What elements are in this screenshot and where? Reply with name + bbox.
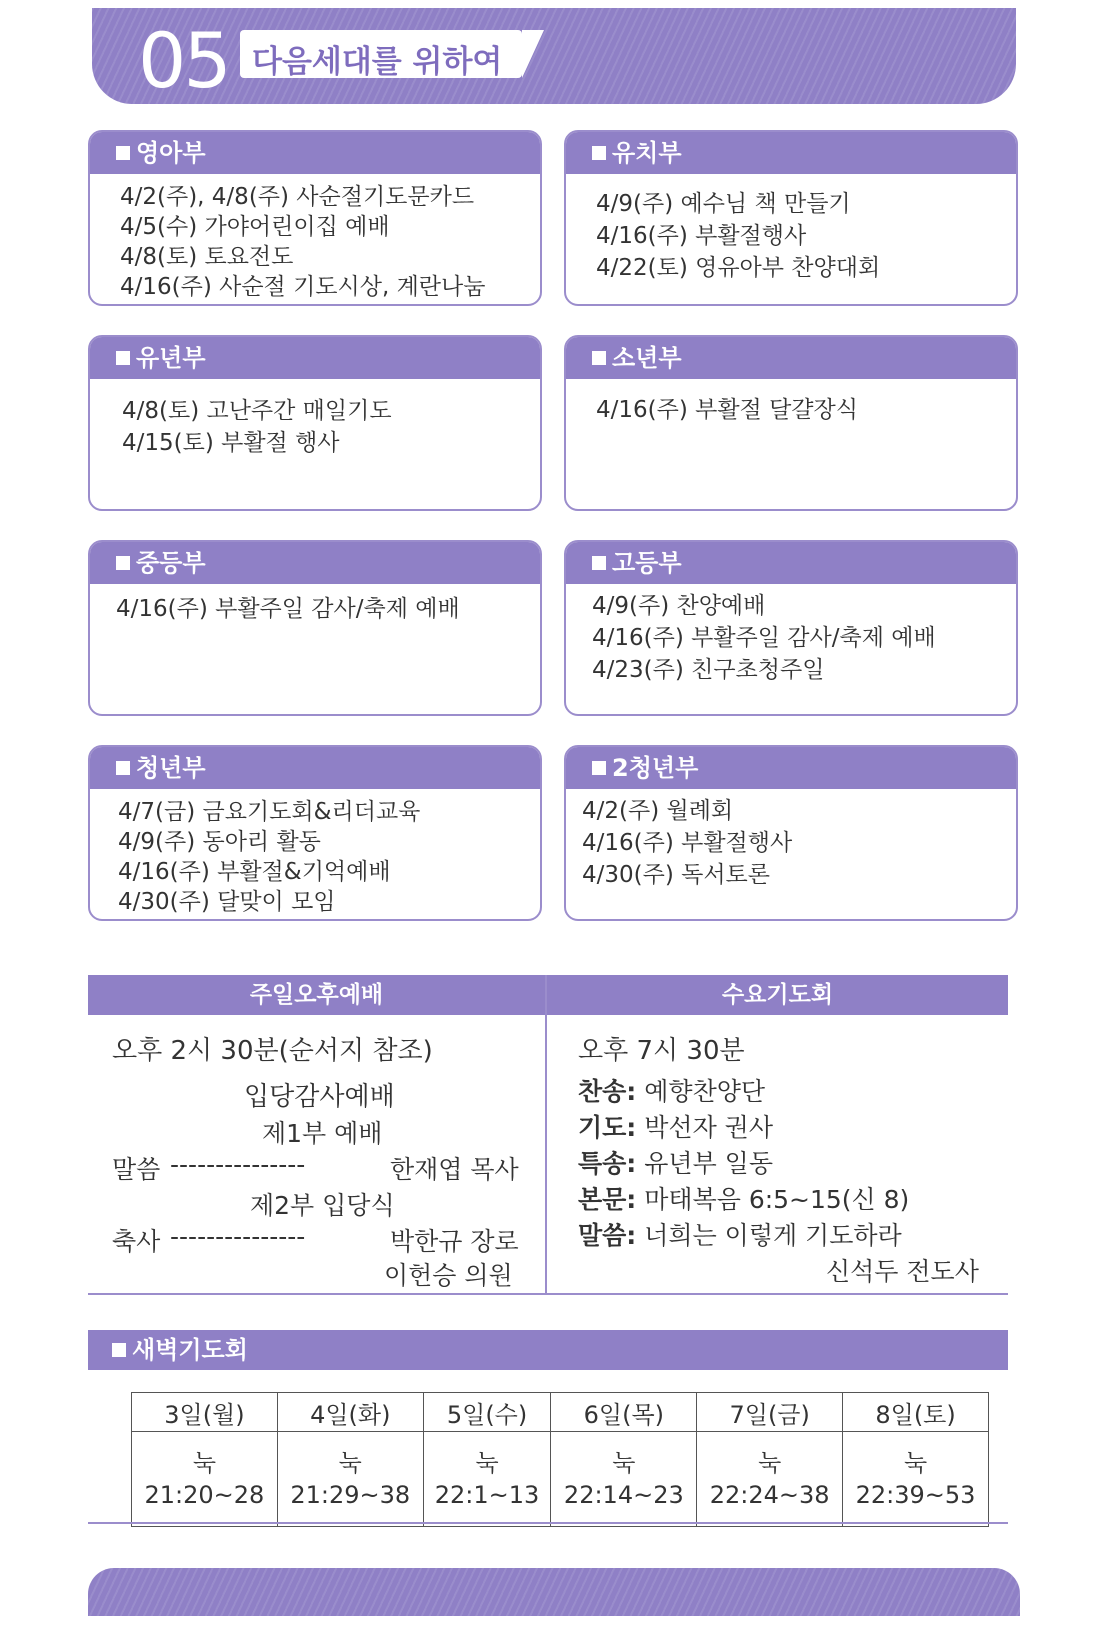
prayer-value: 박선자 권사 (644, 1113, 773, 1142)
service-divider (545, 975, 547, 1295)
book-name: 눅 (758, 1449, 782, 1477)
scripture-cell (551, 1432, 697, 1527)
dept-name: 중등부 (136, 549, 206, 577)
day-header: 4일(화) (277, 1393, 423, 1432)
verse-range: 22:39~53 (855, 1481, 976, 1509)
table-header-row (132, 1393, 989, 1432)
square-bullet-icon (116, 761, 130, 775)
dawn-prayer-table (131, 1392, 989, 1527)
day-header: 6일(목) (551, 1393, 697, 1432)
book-name: 눅 (612, 1449, 636, 1477)
day-header: 3일(월) (132, 1393, 278, 1432)
scripture-cell (843, 1432, 989, 1527)
dept-name: 2청년부 (612, 754, 699, 782)
book-name: 눅 (338, 1449, 362, 1477)
hymn-row (578, 1072, 765, 1108)
square-bullet-icon (116, 351, 130, 365)
scripture-cell (277, 1432, 423, 1527)
dawn-bottom-rule (88, 1522, 1008, 1524)
verse-range: 22:14~23 (563, 1481, 684, 1509)
dept-item: 4/5(수) 가야어린이집 예배 (120, 214, 390, 240)
section-header (92, 8, 1016, 104)
dept-item: 4/2(주), 4/8(주) 사순절기도문카드 (120, 184, 475, 210)
square-bullet-icon (592, 556, 606, 570)
scripture-cell (697, 1432, 843, 1527)
dawn-prayer-title: 새벽기도회 (132, 1336, 248, 1364)
dept-item: 4/23(주) 친구초청주일 (592, 657, 825, 683)
dept-item: 4/9(주) 예수님 책 만들기 (596, 191, 851, 217)
verse-range: 21:29~38 (290, 1481, 411, 1509)
sermon-row (578, 1216, 902, 1252)
dept-box-infant (88, 130, 542, 306)
book-name: 눅 (903, 1449, 928, 1477)
dept-name: 유치부 (612, 139, 682, 167)
dept-item: 4/16(주) 부활절 달걀장식 (596, 397, 858, 423)
square-bullet-icon (116, 146, 130, 160)
dept-name: 고등부 (612, 549, 682, 577)
hymn-label: 찬송: (578, 1077, 637, 1106)
dept-item: 4/8(토) 고난주간 매일기도 (122, 398, 392, 424)
sermon-speaker: 한재엽 목사 (390, 1155, 519, 1184)
sunday-service-header: 주일오후예배 (88, 975, 545, 1015)
verse-range: 21:20~28 (144, 1481, 265, 1509)
sunday-time: 오후 2시 30분(순서지 참조) (112, 1036, 433, 1066)
special-row (578, 1144, 773, 1180)
dept-name: 영아부 (136, 139, 206, 167)
verse-range: 22:1~13 (434, 1481, 540, 1509)
dept-item: 4/7(금) 금요기도회&리더교육 (118, 799, 421, 825)
dept-item: 4/16(주) 부활절행사 (582, 830, 793, 856)
sermon-label: 말씀 (112, 1155, 161, 1184)
section-title-box (240, 30, 522, 78)
dept-name: 소년부 (612, 344, 682, 372)
dawn-prayer-header (88, 1330, 1008, 1370)
dept-item: 4/15(토) 부활절 행사 (122, 430, 340, 456)
dept-item: 4/16(주) 부활절행사 (596, 223, 807, 249)
book-name: 눅 (475, 1449, 499, 1477)
congrats-label: 축사 (112, 1227, 161, 1256)
square-bullet-icon (592, 761, 606, 775)
day-header: 5일(수) (423, 1393, 551, 1432)
special-value: 유년부 일동 (644, 1149, 773, 1178)
footer-band (88, 1568, 1020, 1616)
dept-box-primary (88, 335, 542, 511)
dept-item: 4/9(주) 찬양예배 (592, 593, 766, 619)
dept-item: 4/16(주) 사순절 기도시상, 계란나눔 (120, 274, 486, 300)
sunday-event: 입당감사예배 (244, 1082, 395, 1112)
dept-item: 4/16(주) 부활주일 감사/축제 예배 (116, 596, 460, 622)
congrats-dashes: --------------- (170, 1222, 306, 1251)
book-name: 눅 (192, 1449, 217, 1477)
dept-item: 4/30(주) 달맞이 모임 (118, 889, 336, 915)
scripture-cell (423, 1432, 551, 1527)
sunday-part1: 제1부 예배 (262, 1119, 383, 1148)
square-bullet-icon (592, 146, 606, 160)
verse-range: 22:24~38 (709, 1481, 830, 1509)
congrats-speaker: 박한규 장로 (390, 1227, 519, 1256)
dept-item: 4/16(주) 부활주일 감사/축제 예배 (592, 625, 936, 651)
wed-sermon-value: 너희는 이렇게 기도하라 (644, 1221, 902, 1250)
dept-box-junior (564, 335, 1018, 511)
day-header: 8일(토) (843, 1393, 989, 1432)
section-title: 다음세대를 위하여 (252, 44, 503, 80)
dept-item: 4/2(주) 월례회 (582, 798, 734, 824)
section-number: 05 (138, 16, 229, 105)
dept-box-young-adults-2 (564, 745, 1018, 921)
sermon-dashes: --------------- (170, 1150, 306, 1179)
dept-name: 청년부 (136, 754, 206, 782)
square-bullet-icon (116, 556, 130, 570)
congrats-speaker: 이헌승 의원 (384, 1261, 513, 1290)
text-value: 마태복음 6:5~15(신 8) (644, 1185, 910, 1214)
dept-item: 4/9(주) 동아리 활동 (118, 829, 321, 855)
prayer-label: 기도: (578, 1113, 637, 1142)
dept-box-young-adults (88, 745, 542, 921)
day-header: 7일(금) (697, 1393, 843, 1432)
dept-box-middle-school (88, 540, 542, 716)
square-bullet-icon (112, 1343, 126, 1357)
wednesday-service-header: 수요기도회 (547, 975, 1008, 1015)
dept-item: 4/30(주) 독서토론 (582, 862, 770, 888)
dept-box-kindergarten (564, 130, 1018, 306)
service-bottom-rule (88, 1293, 1008, 1295)
preacher: 신석두 전도사 (826, 1257, 979, 1286)
scripture-cell (132, 1432, 278, 1527)
dept-box-high-school (564, 540, 1018, 716)
sunday-part2: 제2부 입당식 (250, 1191, 395, 1220)
dept-item: 4/8(토) 토요전도 (120, 244, 294, 270)
wed-sermon-label: 말씀: (578, 1221, 637, 1250)
wednesday-time: 오후 7시 30분 (578, 1036, 745, 1066)
dept-name: 유년부 (136, 344, 206, 372)
hymn-value: 예향찬양단 (644, 1077, 766, 1106)
square-bullet-icon (592, 351, 606, 365)
special-label: 특송: (578, 1149, 637, 1178)
text-row (578, 1180, 909, 1216)
dept-item: 4/22(토) 영유아부 찬양대회 (596, 255, 881, 281)
prayer-row (578, 1108, 773, 1144)
text-label: 본문: (578, 1185, 637, 1214)
dept-item: 4/16(주) 부활절&기억예배 (118, 859, 391, 885)
table-row (132, 1432, 989, 1527)
